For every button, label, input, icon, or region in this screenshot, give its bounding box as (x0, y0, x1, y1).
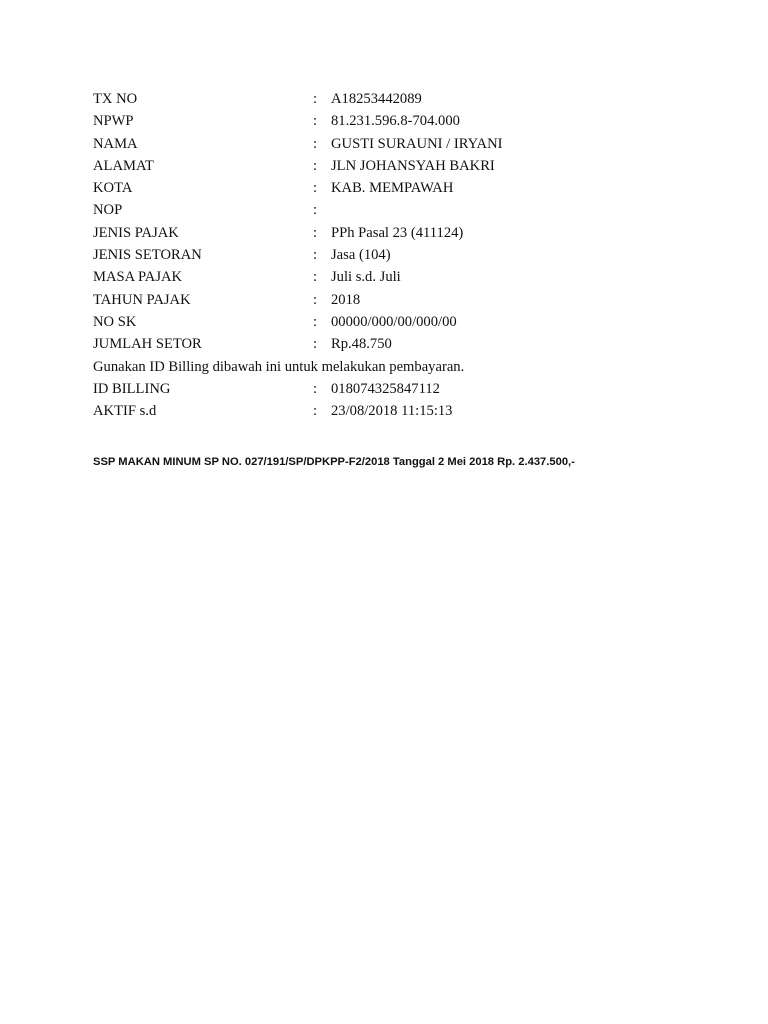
field-colon: : (313, 91, 318, 107)
ssp-footer-note: SSP MAKAN MINUM SP NO. 027/191/SP/DPKPP-F2/2018 Tanggal 2 Mei 2018 Rp. 2.437.500,- (93, 456, 575, 468)
field-label: TAHUN PAJAK (93, 291, 191, 308)
field-row-kota (93, 177, 733, 199)
field-row-jenis-setoran (93, 244, 733, 266)
field-value: KAB. MEMPAWAH (331, 180, 454, 197)
field-value: 00000/000/00/000/00 (331, 313, 457, 330)
field-colon: : (313, 291, 318, 308)
field-label: NAMA (93, 135, 138, 152)
field-value: Jasa (104) (331, 247, 391, 264)
field-value: Juli s.d. Juli (331, 269, 401, 286)
field-value: 23/08/2018 11:15:13 (331, 403, 453, 420)
field-label: NOP (93, 202, 123, 219)
field-value: A18253442089 (331, 91, 422, 107)
field-colon: : (313, 180, 318, 197)
field-row-masa-pajak (93, 266, 733, 288)
field-label: JENIS PAJAK (93, 224, 179, 241)
field-label: ALAMAT (93, 157, 154, 174)
field-row-tahun-pajak (93, 289, 733, 311)
field-label: ID BILLING (93, 380, 171, 397)
field-row-nama (93, 133, 733, 155)
field-value: JLN JOHANSYAH BAKRI (331, 157, 495, 174)
field-row-nop (93, 199, 733, 221)
field-value: 2018 (331, 291, 361, 308)
field-label: JENIS SETORAN (93, 247, 202, 264)
field-label: NPWP (93, 113, 134, 130)
field-colon: : (313, 247, 318, 264)
billing-instruction: Gunakan ID Billing dibawah ini untuk melakukan pembayaran. (93, 358, 465, 375)
field-value: PPh Pasal 23 (411124) (331, 224, 464, 241)
field-value: GUSTI SURAUNI / IRYANI (331, 135, 503, 152)
field-row-npwp (93, 110, 733, 132)
field-colon: : (313, 380, 318, 397)
field-row-jumlah-setor (93, 333, 733, 355)
field-value: 81.231.596.8-704.000 (331, 113, 460, 130)
field-row-alamat (93, 155, 733, 177)
field-row-id-billing (93, 378, 733, 400)
field-label: TX NO (93, 91, 138, 107)
field-colon: : (313, 336, 318, 353)
field-row-tx-no (93, 88, 733, 110)
field-colon: : (313, 313, 318, 330)
field-colon: : (313, 157, 318, 174)
field-row-no-sk (93, 311, 733, 333)
field-value: Rp.48.750 (331, 336, 392, 353)
field-label: AKTIF s.d (93, 403, 157, 420)
field-label: NO SK (93, 313, 137, 330)
field-label: KOTA (93, 180, 133, 197)
field-row-jenis-pajak (93, 222, 733, 244)
field-label: MASA PAJAK (93, 269, 183, 286)
field-label: JUMLAH SETOR (93, 336, 202, 353)
field-colon: : (313, 403, 318, 420)
field-colon: : (313, 224, 318, 241)
field-colon: : (313, 113, 318, 130)
field-colon: : (313, 202, 318, 219)
tax-receipt (93, 88, 733, 422)
field-colon: : (313, 135, 318, 152)
field-row-aktif-sd (93, 400, 733, 422)
field-value: 018074325847112 (331, 380, 440, 397)
field-colon: : (313, 269, 318, 286)
